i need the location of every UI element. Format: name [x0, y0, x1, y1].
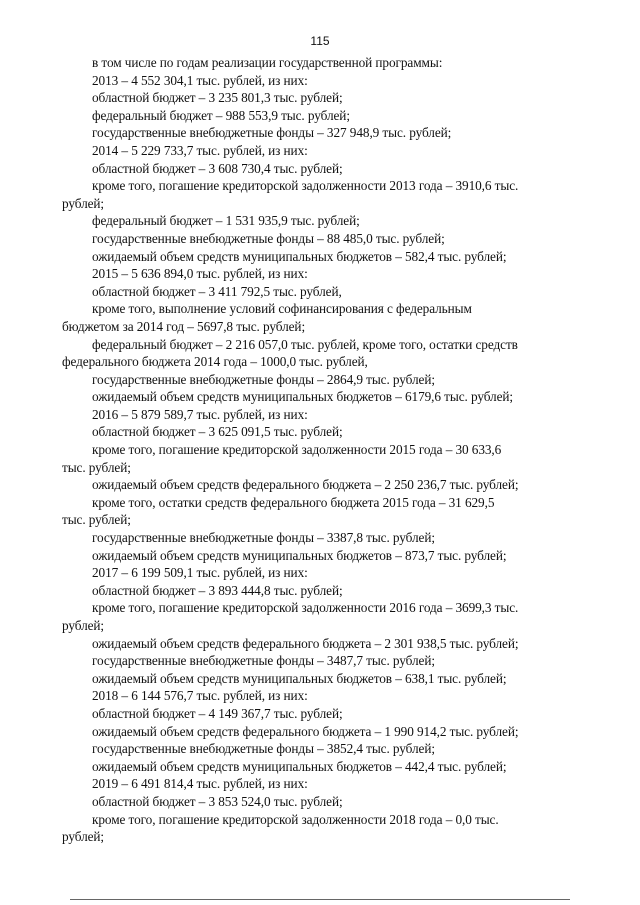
text-line: государственные внебюджетные фонды – 2864,9 тыс. рублей;: [92, 371, 435, 387]
document-body: [62, 54, 592, 846]
text-line: областной бюджет – 3 893 444,8 тыс. рублей;: [92, 582, 343, 598]
text-line: кроме того, погашение кредиторской задолженности 2018 года – 0,0 тыс.: [92, 811, 499, 827]
text-line: областной бюджет – 3 411 792,5 тыс. рублей,: [92, 283, 342, 299]
text-line: 2015 – 5 636 894,0 тыс. рублей, из них:: [92, 266, 308, 282]
text-line: ожидаемый объем средств муниципальных бюджетов – 873,7 тыс. рублей;: [92, 547, 507, 563]
text-line: государственные внебюджетные фонды – 327 948,9 тыс. рублей;: [92, 125, 452, 141]
text-line: кроме того, остатки средств федерального бюджета 2015 года – 31 629,5: [92, 494, 495, 510]
text-line: рублей;: [62, 618, 105, 633]
text-line: 2014 – 5 229 733,7 тыс. рублей, из них:: [92, 142, 308, 158]
text-line: областной бюджет – 3 608 730,4 тыс. рублей;: [92, 160, 343, 176]
text-line: тыс. рублей;: [62, 459, 131, 475]
text-line: областной бюджет – 3 853 524,0 тыс. рублей;: [92, 793, 343, 809]
text-line: федеральный бюджет – 1 531 935,9 тыс. рублей;: [92, 213, 360, 229]
page-number: 115: [310, 34, 330, 48]
text-line: ожидаемый объем средств муниципальных бюджетов – 6179,6 тыс. рублей;: [92, 389, 513, 405]
text-line: ожидаемый объем средств муниципальных бюджетов – 582,4 тыс. рублей;: [92, 248, 507, 264]
text-line: федеральный бюджет – 988 553,9 тыс. рублей;: [92, 107, 350, 123]
text-line: ожидаемый объем средств федерального бюджета – 2 301 938,5 тыс. рублей;: [92, 635, 519, 651]
footer-rule: [70, 899, 570, 900]
text-line: кроме того, погашение кредиторской задолженности 2016 года – 3699,3 тыс.: [92, 600, 519, 616]
text-line: 2018 – 6 144 576,7 тыс. рублей, из них:: [92, 688, 308, 704]
text-line: 2017 – 6 199 509,1 тыс. рублей, из них:: [92, 565, 308, 581]
text-line: ожидаемый объем средств федерального бюджета – 2 250 236,7 тыс. рублей;: [92, 477, 519, 493]
text-line: ожидаемый объем средств муниципальных бюджетов – 442,4 тыс. рублей;: [92, 758, 507, 774]
text-line: 2013 – 4 552 304,1 тыс. рублей, из них:: [92, 72, 308, 88]
text-line: 2016 – 5 879 589,7 тыс. рублей, из них:: [92, 406, 308, 422]
text-line: государственные внебюджетные фонды – 88 485,0 тыс. рублей;: [92, 230, 445, 246]
text-line: рублей;: [62, 829, 105, 845]
text-line: областной бюджет – 4 149 367,7 тыс. рублей;: [92, 705, 343, 721]
text-line: федерального бюджета 2014 года – 1000,0 тыс. рублей,: [62, 354, 368, 370]
text-line: бюджетом за 2014 год – 5697,8 тыс. рублей;: [62, 318, 306, 334]
text-line: государственные внебюджетные фонды – 3387,8 тыс. рублей;: [92, 530, 435, 546]
text-line: областной бюджет – 3 235 801,3 тыс. рублей;: [92, 90, 343, 106]
text-line: государственные внебюджетные фонды – 3487,7 тыс. рублей;: [92, 653, 435, 669]
text-line: тыс. рублей;: [62, 512, 131, 528]
text-line: кроме того, погашение кредиторской задолженности 2013 года – 3910,6 тыс.: [92, 178, 519, 194]
text-line: в том числе по годам реализации государственной программы:: [92, 55, 443, 70]
text-line: федеральный бюджет – 2 216 057,0 тыс. рублей, кроме того, остатки средств: [92, 336, 518, 352]
text-line: рублей;: [62, 195, 105, 211]
text-line: государственные внебюджетные фонды – 3852,4 тыс. рублей;: [92, 741, 435, 757]
text-line: кроме того, выполнение условий софинансирования с федеральным: [92, 301, 472, 317]
text-line: ожидаемый объем средств федерального бюджета – 1 990 914,2 тыс. рублей;: [92, 723, 519, 739]
text-line: областной бюджет – 3 625 091,5 тыс. рублей;: [92, 424, 343, 440]
text-line: ожидаемый объем средств муниципальных бюджетов – 638,1 тыс. рублей;: [92, 670, 507, 686]
text-line: 2019 – 6 491 814,4 тыс. рублей, из них:: [92, 776, 308, 792]
text-line: кроме того, погашение кредиторской задолженности 2015 года – 30 633,6: [92, 442, 502, 458]
